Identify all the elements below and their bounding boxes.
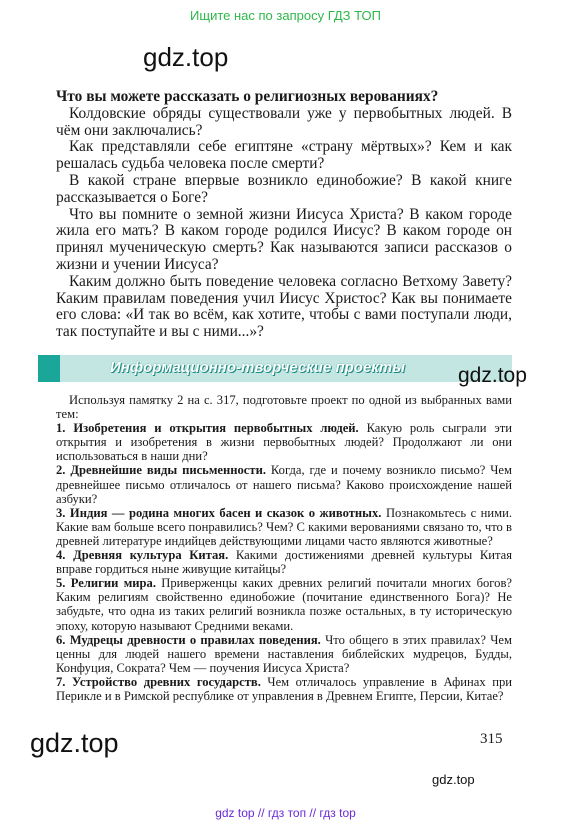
question-paragraph: В какой стране впервые возникло единобожие? В какой книге рассказывается о Боге? <box>56 171 512 206</box>
page-number: 315 <box>480 731 503 747</box>
project-title: 7. Устройство древних государств. <box>56 674 261 689</box>
watermark-gdz-top: gdz.top <box>30 728 119 758</box>
project-text: Когда, где и почему возникло письмо? Чем древнейшее письмо отличалось от нашего письма? Каково происхождение нашей азбуки? <box>56 463 512 506</box>
top-banner: Ищите нас по запросу ГДЗ ТОП <box>190 8 381 23</box>
project-text: Чем отличалось управление в Афинах при Перикле и в Римской республике от управления в Древнем Египте, Персии, Китае? <box>56 674 512 703</box>
project-title: 6. Мудрецы древности о правилах поведения. <box>56 632 321 647</box>
section-header-bar <box>38 355 512 382</box>
project-item <box>56 576 512 632</box>
project-title: 2. Древнейшие виды письменности. <box>56 463 266 478</box>
question-paragraph: Колдовские обряды существовали уже у первобытных людей. В чём они заключались? <box>56 104 512 139</box>
project-item <box>56 548 512 576</box>
watermark-gdz-top: gdz.top <box>432 772 475 787</box>
project-item <box>56 421 512 463</box>
section-title: Информационно-творческие проекты <box>110 359 406 376</box>
project-text: Что общего в этих правилах? Чем ценны для людей нашего времени наставления библейских мудрецов, Будды, Конфуция, Сократа? Чем — поучения Иисуса Христа? <box>56 632 512 675</box>
footer-links[interactable]: gdz top // гдз топ // гдз top <box>215 806 356 820</box>
project-title: 4. Древняя культура Китая. <box>56 548 229 563</box>
project-item <box>56 506 512 548</box>
project-item <box>56 675 512 703</box>
project-title: 1. Изобретения и открытия первобытных людей. <box>56 421 359 436</box>
project-text: Познакомьтесь с ними. Какие вам больше всего понравились? Чем? С какими верованиями связано то, что в древней литературе индийцев действующими лицами часто являются животные? <box>56 505 513 548</box>
question-paragraph: Что вы помните о земной жизни Иисуса Христа? В каком городе жила его мать? В каком городе родился Иисус? В каком городе он принял мученическую смерть? Как называются записи рассказов о жизни и учении Иисуса? <box>56 205 512 273</box>
project-title: 5. Религии мира. <box>56 576 156 591</box>
question-paragraph: Как представляли себе египтяне «страну мёртвых»? Кем и как решалась судьба человека после смерти? <box>56 138 512 173</box>
questions-heading: Что вы можете рассказать о религиозных верованиях? <box>56 88 439 105</box>
question-paragraph: Каким должно быть поведение человека согласно Ветхому Завету? Каким правилам поведения учил Иисус Христос? Как вы понимаете его слова: «И так во всём, как хотите, чтобы с вами поступали люди, так поступайте и вы с ними...»? <box>56 272 512 341</box>
project-title: 3. Индия — родина многих басен и сказок о животных. <box>56 505 382 520</box>
review-questions <box>56 89 512 341</box>
projects-intro: Используя памятку 2 на с. 317, подготовьте проект по одной из выбранных вами тем: <box>56 393 512 422</box>
projects-list <box>56 393 512 703</box>
project-text: Приверженцы каких древних религий почитали многих богов? Каким религиям свойственно единобожие (почитание единственного Бога)? Не забудьте, что одна из таких религий возникла позже остальных, в ту историческую эпоху, которую называют Средними веками. <box>56 576 512 633</box>
project-item <box>56 463 512 505</box>
project-text: Какими достижениями древней культуры Китая вправе гордиться ныне живущие китайцы? <box>56 548 512 577</box>
watermark-gdz-top: gdz.top <box>458 364 527 387</box>
section-accent-block <box>38 355 60 382</box>
project-text: Какую роль сыграли эти открытия и изобретения в жизни первобытных людей? Продолжают ли они использоваться в наши дни? <box>56 421 512 464</box>
project-item <box>56 633 512 675</box>
watermark-gdz-top: gdz.top <box>143 42 229 72</box>
